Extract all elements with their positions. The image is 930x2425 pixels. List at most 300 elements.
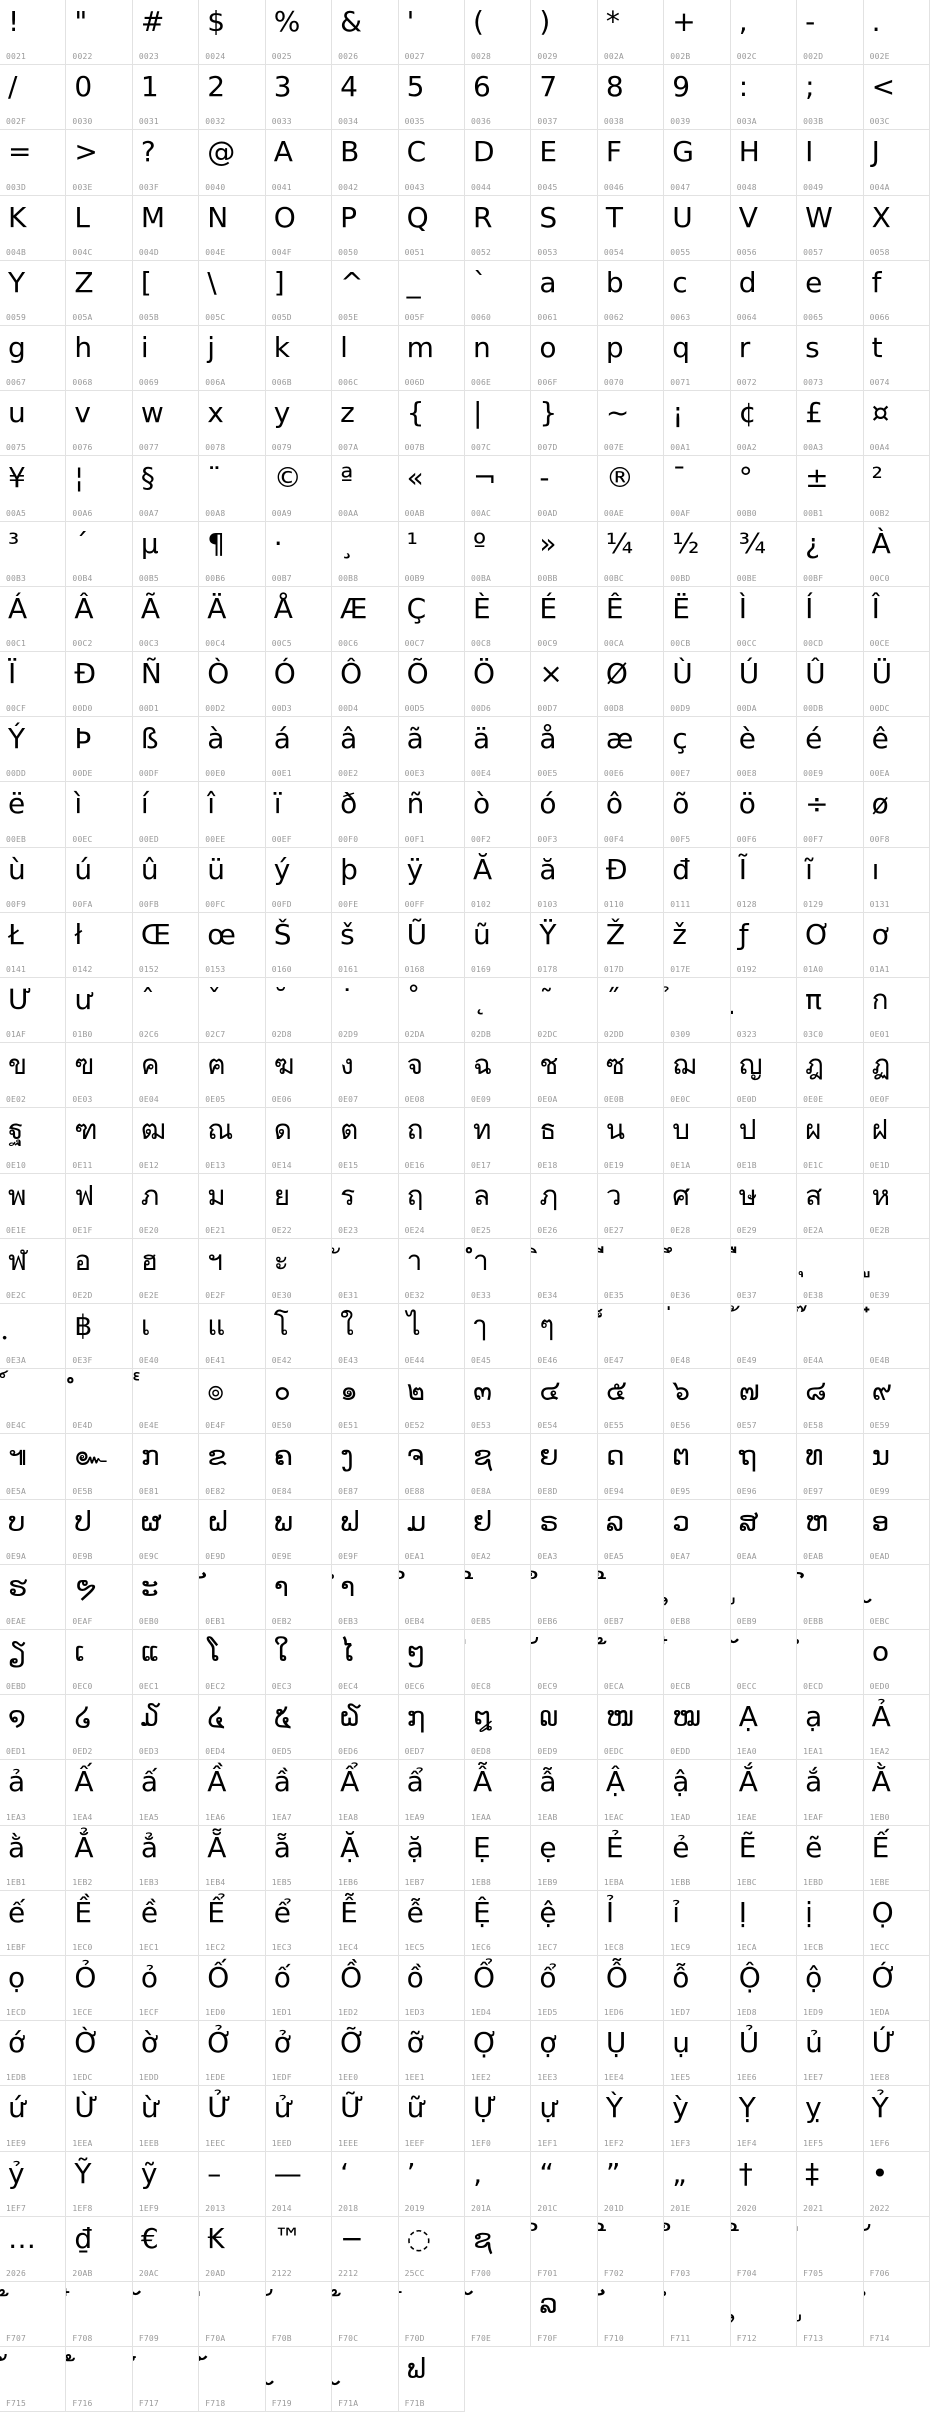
glyph-cell (797, 2021, 863, 2086)
glyph-char: • (871, 2156, 889, 2190)
glyph-char: ồ (406, 1961, 424, 1994)
glyph-cell (465, 326, 531, 391)
glyph-code: 00CF (6, 704, 27, 714)
glyph-char: § (140, 461, 155, 495)
glyph-cell (266, 1369, 332, 1434)
glyph-char: ๘ (805, 1374, 827, 1408)
glyph-cell (266, 848, 332, 913)
glyph-cell (266, 782, 332, 847)
glyph-code: 1EE5 (670, 2073, 691, 2083)
glyph-char: ໖ (340, 1700, 360, 1734)
glyph-code: 0E5A (6, 1486, 27, 1496)
glyph-code: 00CD (803, 638, 824, 648)
glyph-char: U (672, 200, 693, 234)
glyph-code: 00F9 (6, 899, 27, 909)
glyph-char: ฎ (805, 1048, 824, 1082)
glyph-cell (465, 782, 531, 847)
glyph-char: ธ (539, 1113, 557, 1147)
glyph-cell (66, 1826, 132, 1891)
glyph-code: 1EB9 (537, 1877, 558, 1887)
glyph-code: 0ED9 (537, 1747, 558, 1757)
glyph-cell (797, 782, 863, 847)
glyph-cell (797, 848, 863, 913)
glyph-char: ส (805, 1178, 823, 1212)
glyph-cell (266, 2152, 332, 2217)
glyph-char: ใ (340, 1309, 354, 1342)
glyph-cell (531, 652, 597, 717)
glyph-cell (0, 782, 66, 847)
glyph-code: F71B (404, 2399, 425, 2409)
glyph-code: 0E55 (603, 1421, 624, 1431)
glyph-char: ç (672, 722, 688, 756)
glyph-code: 1EE3 (537, 2073, 558, 2083)
glyph-cell (399, 1500, 465, 1565)
glyph-cell (133, 1434, 199, 1499)
glyph-code: 00C2 (72, 638, 93, 648)
glyph-char: Ỡ (340, 2026, 366, 2060)
glyph-cell (731, 1108, 797, 1173)
glyph-cell (864, 391, 930, 456)
glyph-cell (399, 1630, 465, 1695)
glyph-code: 1EC6 (471, 1942, 492, 1952)
glyph-char: ๕ (605, 1374, 628, 1408)
glyph-char: ỗ (672, 1961, 690, 1994)
glyph-code: 00AD (537, 508, 558, 518)
glyph-code: 0074 (869, 378, 890, 388)
glyph-cell (199, 978, 265, 1043)
glyph-cell (598, 1043, 664, 1108)
glyph-char: ẳ (140, 1830, 159, 1864)
glyph-cell (864, 1826, 930, 1891)
glyph-code: 1EB8 (471, 1877, 492, 1887)
glyph-code: F702 (603, 2268, 624, 2278)
glyph-cell (664, 130, 730, 195)
glyph-code: 1ED5 (537, 2008, 558, 2018)
glyph-code: 1EF3 (670, 2138, 691, 2148)
glyph-cell (664, 652, 730, 717)
glyph-cell (332, 456, 398, 521)
glyph-char: + (672, 5, 696, 38)
glyph-code: 1EE4 (603, 2073, 624, 2083)
glyph-cell (465, 1695, 531, 1760)
glyph-char: Ự (473, 2091, 498, 2125)
glyph-code: 004E (205, 247, 226, 257)
glyph-code: 00F1 (404, 834, 425, 844)
glyph-char: ຢ (473, 1504, 493, 1538)
glyph-code: 0EA7 (670, 1551, 691, 1561)
glyph-char: 1 (140, 70, 159, 104)
glyph-cell (332, 1369, 398, 1434)
glyph-code: 0E2E (138, 1290, 159, 1300)
glyph-char: ò (473, 787, 491, 821)
glyph-code: 0E06 (271, 1095, 292, 1105)
glyph-code: 00CB (670, 638, 691, 648)
glyph-char: ຫ (805, 1504, 829, 1538)
glyph-cell (598, 1369, 664, 1434)
glyph-code: 1EB1 (6, 1877, 27, 1887)
glyph-code: 01B0 (72, 1030, 93, 1040)
glyph-cell (66, 1369, 132, 1434)
glyph-char: ໙ (539, 1700, 559, 1734)
glyph-cell (266, 130, 332, 195)
glyph-char: – (207, 2156, 222, 2190)
glyph-cell (266, 1630, 332, 1695)
glyph-char: ð (340, 787, 358, 821)
glyph-cell (199, 1630, 265, 1695)
glyph-code: 005E (338, 312, 359, 322)
glyph-char: ứ (8, 2091, 26, 2125)
glyph-char: ก (871, 983, 889, 1016)
glyph-char: ợ (539, 2026, 557, 2060)
glyph-cell (664, 1239, 730, 1304)
glyph-code: 0E1F (72, 1225, 93, 1235)
glyph-code: 1EDC (72, 2073, 93, 2083)
glyph-cell (664, 1891, 730, 1956)
glyph-code: 0E47 (603, 1356, 624, 1366)
glyph-cell (864, 326, 930, 391)
glyph-char: ໆ (406, 1635, 426, 1668)
glyph-char: ớ (8, 2026, 26, 2060)
glyph-code: 007C (471, 443, 492, 453)
glyph-code: 0E03 (72, 1095, 93, 1105)
glyph-cell (332, 978, 398, 1043)
glyph-char: · (273, 526, 283, 560)
glyph-code: 00BC (603, 573, 624, 583)
glyph-cell (332, 196, 398, 261)
glyph-cell (598, 1174, 664, 1239)
glyph-char: ໓ (140, 1700, 160, 1734)
glyph-char: Ũ (406, 917, 428, 951)
glyph-cell (266, 1695, 332, 1760)
glyph-cell (731, 2086, 797, 2151)
glyph-char: ằ (8, 1830, 26, 1864)
glyph-cell (0, 2217, 66, 2282)
glyph-cell (664, 1434, 730, 1499)
glyph-cell (266, 1108, 332, 1173)
glyph-char: [ (140, 265, 152, 299)
glyph-code: F706 (869, 2268, 890, 2278)
glyph-code: 017D (603, 964, 624, 974)
glyph-cell (465, 1174, 531, 1239)
glyph-char: Û (805, 657, 826, 690)
glyph-cell (864, 978, 930, 1043)
glyph-char: Ỹ (74, 2156, 92, 2190)
glyph-code: 2022 (869, 2203, 890, 2213)
glyph-code: 0E48 (670, 1356, 691, 1366)
glyph-char: Ç (406, 591, 427, 625)
glyph-cell (332, 848, 398, 913)
glyph-char: ị (805, 1895, 813, 1929)
glyph-cell (731, 782, 797, 847)
glyph-code: 0E9B (72, 1551, 93, 1561)
glyph-code: 00D0 (72, 704, 93, 714)
glyph-cell (598, 326, 664, 391)
glyph-code: 0E5B (72, 1486, 93, 1496)
glyph-char: ຜ (140, 1504, 162, 1538)
glyph-code: 0E1D (869, 1160, 890, 1170)
glyph-code: 0EB1 (205, 1616, 226, 1626)
glyph-char: j (207, 331, 216, 364)
glyph-char: Ù (672, 657, 693, 690)
glyph-char: # (140, 5, 165, 38)
glyph-code: 201D (603, 2203, 624, 2213)
glyph-char: d (738, 265, 757, 299)
glyph-char: ต (340, 1113, 359, 1147)
glyph-char: Ả (871, 1700, 891, 1734)
glyph-char: ể (273, 1895, 291, 1929)
glyph-cell (66, 1108, 132, 1173)
glyph-code: 1EA5 (138, 1812, 159, 1822)
glyph-char: ˇ (207, 983, 222, 1016)
glyph-cell (465, 261, 531, 326)
glyph-char: Ẳ (74, 1830, 94, 1864)
glyph-cell (266, 1174, 332, 1239)
glyph-cell (797, 326, 863, 391)
glyph-cell (797, 1043, 863, 1108)
glyph-cell (66, 65, 132, 130)
glyph-char: * (605, 5, 620, 38)
glyph-cell (598, 1239, 664, 1304)
glyph-char: ฉ (473, 1048, 493, 1082)
glyph-cell (332, 913, 398, 978)
glyph-char: J (871, 135, 880, 169)
glyph-cell (465, 130, 531, 195)
glyph-cell (133, 848, 199, 913)
glyph-code: 0E0C (670, 1095, 691, 1105)
glyph-cell (465, 1239, 531, 1304)
glyph-code: 1ECB (803, 1942, 824, 1952)
glyph-cell (797, 1500, 863, 1565)
glyph-code: 0E26 (537, 1225, 558, 1235)
glyph-code: 0102 (471, 899, 492, 909)
glyph-char: Ộ (738, 1961, 761, 1994)
glyph-char: ไ (406, 1309, 421, 1342)
glyph-code: 0041 (271, 182, 292, 192)
glyph-cell (66, 1630, 132, 1695)
glyph-char: N (207, 200, 229, 234)
glyph-char: ỹ (140, 2156, 158, 2190)
glyph-code: 1EE8 (869, 2073, 890, 2083)
glyph-cell (0, 1304, 66, 1369)
glyph-cell (332, 1043, 398, 1108)
glyph-char: ທ (805, 1439, 824, 1473)
glyph-cell (266, 522, 332, 587)
glyph-cell (864, 913, 930, 978)
glyph-code: 2026 (6, 2268, 27, 2278)
glyph-char: ^ (340, 265, 364, 299)
glyph-char: ä (473, 722, 491, 756)
glyph-code: 00FF (404, 899, 425, 909)
glyph-cell (797, 65, 863, 130)
glyph-code: 0E54 (537, 1421, 558, 1431)
glyph-char: Ỳ (605, 2091, 623, 2125)
glyph-code: 0192 (736, 964, 757, 974)
glyph-code: 00A7 (138, 508, 159, 518)
glyph-char: Ÿ (539, 917, 557, 951)
glyph-code: 1ECD (6, 2008, 27, 2018)
glyph-code: 00D5 (404, 704, 425, 714)
glyph-char: / (8, 70, 18, 104)
glyph-char: Œ (140, 917, 171, 951)
glyph-code: 0E11 (72, 1160, 93, 1170)
glyph-char: Ễ (340, 1895, 358, 1929)
glyph-code: 0E14 (271, 1160, 292, 1170)
glyph-char: ½ (672, 526, 700, 560)
glyph-cell (598, 1826, 664, 1891)
glyph-cell (664, 1630, 730, 1695)
glyph-char: Ó (273, 657, 296, 690)
glyph-code: 1ECE (72, 2008, 93, 2018)
glyph-code: 00EB (6, 834, 27, 844)
glyph-cell (465, 1500, 531, 1565)
glyph-char: ạ (805, 1700, 823, 1734)
glyph-char: ô (605, 787, 623, 821)
glyph-cell (664, 1826, 730, 1891)
glyph-code: 0059 (6, 312, 27, 322)
glyph-code: 1EC2 (205, 1942, 226, 1952)
glyph-cell (731, 2282, 797, 2347)
glyph-code: 201C (537, 2203, 558, 2213)
glyph-char: ผ (805, 1113, 822, 1147)
glyph-code: 00B8 (338, 573, 359, 583)
glyph-cell (133, 1043, 199, 1108)
glyph-cell (531, 391, 597, 456)
glyph-code: 0ED4 (205, 1747, 226, 1757)
glyph-char: ¢ (738, 396, 757, 430)
glyph-char: æ (605, 722, 634, 756)
glyph-code: 0E95 (670, 1486, 691, 1496)
glyph-code: 0048 (736, 182, 757, 192)
glyph-cell (664, 1108, 730, 1173)
glyph-char: Ấ (74, 1765, 94, 1799)
glyph-char: ñ (406, 787, 425, 821)
glyph-code: 004C (72, 247, 93, 257)
glyph-cell (199, 1760, 265, 1825)
glyph-code: 1ECA (736, 1942, 757, 1952)
glyph-char: ° (738, 461, 753, 495)
glyph-cell (66, 2282, 132, 2347)
glyph-char: š (340, 917, 355, 951)
glyph-cell (199, 1500, 265, 1565)
glyph-cell (266, 1956, 332, 2021)
glyph-code: 0067 (6, 378, 27, 388)
glyph-code: 00A1 (670, 443, 691, 453)
glyph-char: ¿ (805, 526, 821, 560)
glyph-code: 003B (803, 117, 824, 127)
glyph-cell (664, 1760, 730, 1825)
glyph-code: 00FC (205, 899, 226, 909)
glyph-cell (465, 1956, 531, 2021)
glyph-char: ý (273, 852, 291, 886)
glyph-code: 017E (670, 964, 691, 974)
glyph-cell (399, 522, 465, 587)
glyph-code: 0ED0 (869, 1682, 890, 1692)
glyph-char: Ž (605, 917, 626, 951)
glyph-code: 1EA3 (6, 1812, 27, 1822)
glyph-code: 0EB6 (537, 1616, 558, 1626)
glyph-cell (0, 261, 66, 326)
glyph-char: ß (140, 722, 159, 756)
glyph-cell (465, 978, 531, 1043)
glyph-cell (0, 1369, 66, 1434)
glyph-code: 0039 (670, 117, 691, 127)
glyph-code: 1EE1 (404, 2073, 425, 2083)
glyph-code: 1EF7 (6, 2203, 27, 2213)
glyph-code: 002C (736, 52, 757, 62)
glyph-cell (531, 261, 597, 326)
glyph-code: 0045 (537, 182, 558, 192)
glyph-code: 0E0D (736, 1095, 757, 1105)
glyph-code: F70A (205, 2334, 226, 2344)
glyph-cell (531, 587, 597, 652)
glyph-code: 0EC8 (471, 1682, 492, 1692)
glyph-char: ệ (539, 1895, 557, 1929)
glyph-cell (399, 1891, 465, 1956)
glyph-cell (797, 2152, 863, 2217)
glyph-cell (133, 1826, 199, 1891)
glyph-code: 0ED3 (138, 1747, 159, 1757)
glyph-code: 0050 (338, 247, 359, 257)
glyph-cell (598, 1695, 664, 1760)
glyph-cell (731, 1043, 797, 1108)
glyph-code: 0ED7 (404, 1747, 425, 1757)
glyph-char: Ầ (207, 1765, 227, 1799)
glyph-code: 0E1C (803, 1160, 824, 1170)
glyph-char: | (473, 396, 483, 430)
glyph-char: ˙ (340, 983, 355, 1016)
glyph-cell (332, 2217, 398, 2282)
glyph-code: 1EC5 (404, 1942, 425, 1952)
glyph-char: ງ (340, 1439, 354, 1473)
glyph-code: 003A (736, 117, 757, 127)
glyph-char: ơ (871, 917, 889, 951)
glyph-code: 0E30 (271, 1290, 292, 1300)
glyph-cell (531, 1565, 597, 1630)
glyph-code: 003C (869, 117, 890, 127)
glyph-cell (731, 717, 797, 782)
glyph-cell (399, 978, 465, 1043)
glyph-char: ĩ (805, 852, 813, 886)
glyph-code: 02C7 (205, 1030, 226, 1040)
glyph-cell (465, 1108, 531, 1173)
glyph-cell (399, 2086, 465, 2151)
glyph-code: 006C (338, 378, 359, 388)
glyph-char: q (672, 331, 691, 364)
glyph-char: “ (539, 2156, 554, 2190)
glyph-char: g (8, 331, 26, 364)
glyph-cell (598, 1760, 664, 1825)
glyph-code: 0052 (471, 247, 492, 257)
glyph-cell (66, 1239, 132, 1304)
glyph-cell (664, 261, 730, 326)
glyph-cell (465, 0, 531, 65)
glyph-cell (66, 2021, 132, 2086)
glyph-cell (0, 1891, 66, 1956)
glyph-char: ໔ (207, 1700, 225, 1734)
glyph-code: 1EEB (138, 2138, 159, 2148)
glyph-char: Đ (605, 852, 628, 886)
glyph-cell (465, 196, 531, 261)
glyph-char: ฦ (539, 1178, 558, 1212)
glyph-cell (266, 717, 332, 782)
glyph-cell (598, 587, 664, 652)
glyph-char: ` (473, 265, 487, 299)
glyph-char: ™ (273, 2221, 302, 2255)
glyph-cell (664, 522, 730, 587)
glyph-code: 0069 (138, 378, 159, 388)
glyph-code: 00DF (138, 769, 159, 779)
glyph-cell (731, 261, 797, 326)
